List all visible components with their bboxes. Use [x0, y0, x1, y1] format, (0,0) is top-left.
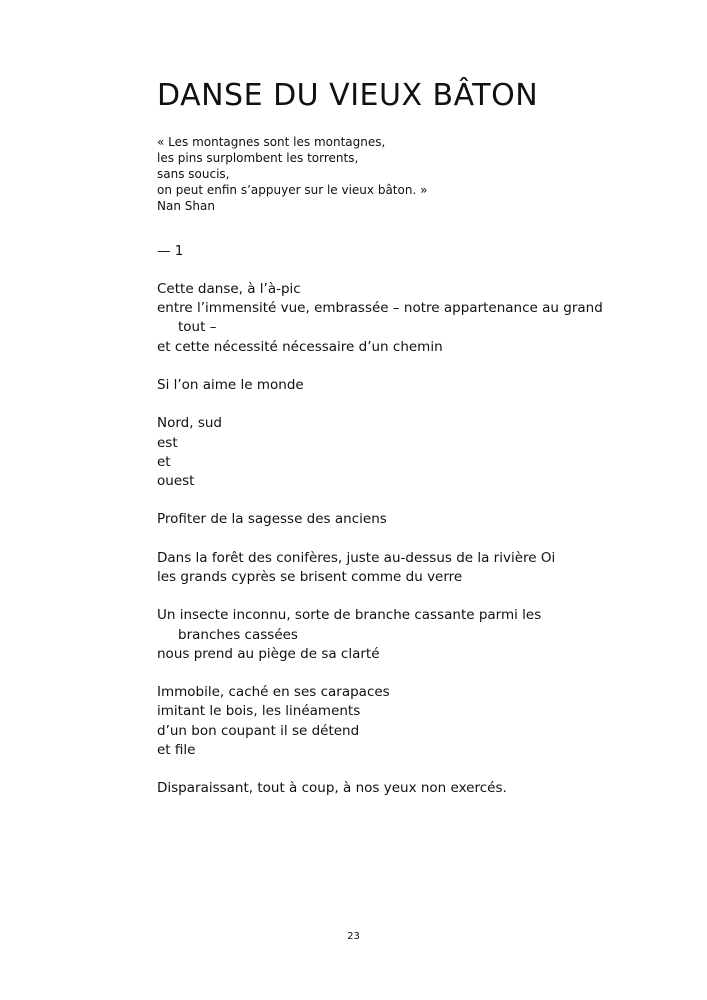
poem-line: Immobile, caché en ses carapaces: [157, 684, 390, 701]
poem-line: entre l’immensité vue, embrassée – notre appartenance au grand: [157, 300, 603, 317]
poem-line: Un insecte inconnu, sorte de branche cassante parmi les: [157, 607, 542, 624]
poem-title: DANSE DU VIEUX BÂTON: [157, 78, 539, 113]
poem-line: ouest: [157, 473, 195, 489]
poem-line: imitant le bois, les linéaments: [157, 703, 361, 720]
poem-line: d’un bon coupant il se détend: [157, 722, 360, 739]
stanza: [157, 683, 657, 760]
epigraph-line: sans soucis,: [157, 167, 230, 181]
epigraph-line: « Les montagnes sont les montagnes,: [157, 135, 386, 149]
stanza: [157, 280, 657, 357]
poem-line: tout –: [178, 319, 217, 336]
page-number: 23: [347, 931, 360, 942]
poem-line: et file: [157, 741, 196, 758]
poem-line: branches cassées: [178, 626, 298, 643]
poem-line: Cette danse, à l’à-pic: [157, 281, 301, 297]
poem-line: Si l’on aime le monde: [157, 377, 304, 393]
poem-line: Disparaissant, tout à coup, à nos yeux non exercés.: [157, 780, 507, 797]
poem-line: et: [157, 453, 171, 470]
poem-line: Dans la forêt des conifères, juste au-dessus de la rivière Oi: [157, 549, 556, 566]
stanza: [157, 376, 657, 395]
poem-line: Profiter de la sagesse des anciens: [157, 511, 387, 528]
poem-line: est: [157, 434, 178, 451]
poem-line: Nord, sud: [157, 415, 222, 432]
section-marker: — 1: [157, 243, 184, 259]
poem-line: et cette nécessité nécessaire d’un chemin: [157, 338, 443, 355]
epigraph-line: on peut enfin s’appuyer sur le vieux bâton. »: [157, 183, 428, 197]
page-content: [157, 78, 657, 818]
stanza: [157, 606, 657, 664]
poem-line: les grands cyprès se brisent comme du verre: [157, 568, 463, 585]
stanza: [157, 549, 657, 587]
stanza: [157, 779, 657, 798]
epigraph-line: les pins surplombent les torrents,: [157, 151, 359, 165]
epigraph: [157, 134, 657, 214]
epigraph-author: Nan Shan: [157, 199, 215, 213]
poem-body: [157, 280, 657, 798]
stanza: [157, 510, 657, 529]
poem-line: nous prend au piège de sa clarté: [157, 645, 380, 662]
stanza: [157, 414, 657, 491]
